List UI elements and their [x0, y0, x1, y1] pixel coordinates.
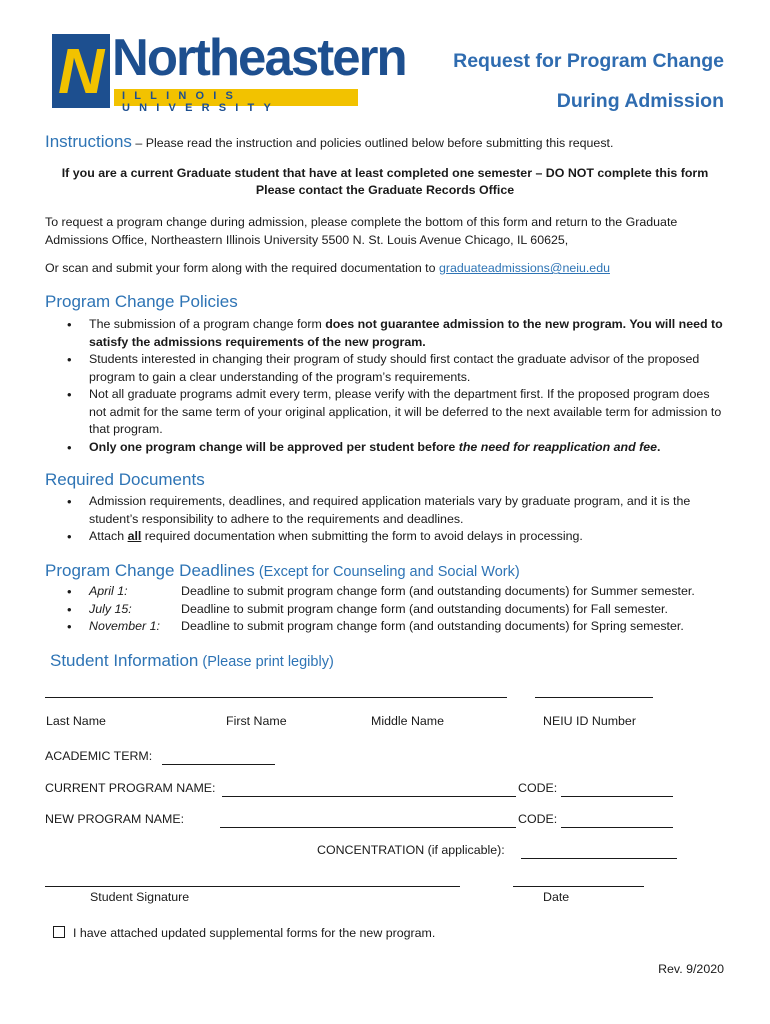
required-docs-list — [45, 493, 727, 546]
required-doc-item: • Admission requirements, deadlines, and required application materials vary by graduate program, and it is the student’s responsibility to adhere to the requirements and deadlines. — [45, 493, 727, 528]
required-doc-item: • Attach all required documentation when submitting the form to avoid delays in processing. — [45, 528, 727, 546]
logo-bar — [114, 89, 358, 114]
student-info-heading — [50, 651, 334, 671]
required-docs-heading: Required Documents — [45, 470, 205, 489]
warning-line-2: Please contact the Graduate Records Office — [255, 183, 515, 197]
new-program-label: NEW PROGRAM NAME: — [45, 812, 185, 826]
current-program-input-line[interactable] — [222, 796, 516, 797]
current-code-label: CODE: — [518, 781, 558, 795]
form-title-line2: During Admission — [556, 90, 724, 112]
policies-heading: Program Change Policies — [45, 292, 238, 311]
student-info-subtitle: (Please print legibly) — [198, 654, 334, 670]
new-program-input-line[interactable] — [220, 827, 516, 828]
submit-email-line — [45, 261, 735, 275]
date-input-line[interactable] — [513, 886, 644, 887]
academic-term-input-line[interactable] — [162, 764, 275, 765]
first-name-label: First Name — [226, 714, 287, 728]
deadlines-title: Program Change Deadlines — [45, 561, 255, 580]
deadlines-heading — [45, 561, 520, 581]
university-logo — [52, 29, 406, 114]
logo-mark: N — [52, 34, 110, 108]
date-label: Date — [543, 890, 570, 904]
concentration-label: CONCENTRATION (if applicable): — [317, 843, 505, 857]
form-title-line1: Request for Program Change — [453, 50, 724, 72]
signature-input-line[interactable] — [45, 886, 460, 887]
instructions-intro: – Please read the instruction and policies outlined below before submitting this request. — [135, 136, 614, 150]
supplemental-forms-label: I have attached updated supplemental forms for the new program. — [73, 926, 436, 940]
logo-subname: ILLINOIS UNIVERSITY — [122, 90, 281, 114]
deadline-item: • July 15: Deadline to submit program change form (and outstanding documents) for Fall semester. — [45, 601, 735, 619]
academic-term-label: ACADEMIC TERM: — [45, 749, 153, 763]
instructions-paragraph: To request a program change during admission, please complete the bottom of this form and return to the Graduate Admissions Office, Northeastern Illinois University 5500 N. St. Louis Avenue Chicago, IL 60625, — [45, 215, 678, 247]
policies-list — [45, 316, 727, 456]
policy-item: • Only one program change will be approved per student before the need for reapplication and fee. — [45, 439, 727, 457]
concentration-input-line[interactable] — [521, 858, 677, 859]
revision-label: Rev. 9/2020 — [658, 962, 724, 976]
neiu-id-input-line[interactable] — [535, 697, 653, 698]
instructions-line — [45, 132, 735, 152]
current-program-label: CURRENT PROGRAM NAME: — [45, 781, 216, 795]
middle-name-label: Middle Name — [371, 714, 444, 728]
submit-email-prefix: Or scan and submit your form along with the required documentation to — [45, 261, 439, 275]
deadlines-subtitle: (Except for Counseling and Social Work) — [254, 564, 520, 580]
name-input-line[interactable] — [45, 697, 507, 698]
policy-item: • The submission of a program change form does not guarantee admission to the new program. You will need to satisfy the admissions requirements of the new program. — [45, 316, 727, 351]
deadline-item: • April 1: Deadline to submit program change form (and outstanding documents) for Summer semester. — [45, 583, 735, 601]
deadlines-list — [45, 583, 735, 636]
supplemental-forms-checkbox-row[interactable] — [53, 926, 435, 940]
supplemental-forms-checkbox[interactable] — [53, 926, 65, 938]
signature-label: Student Signature — [90, 890, 190, 904]
logo-wordmark: Northeastern — [112, 29, 406, 87]
last-name-label: Last Name — [46, 714, 106, 728]
instructions-heading: Instructions — [45, 132, 132, 151]
new-code-label: CODE: — [518, 812, 558, 826]
deadline-item: • November 1: Deadline to submit program change form (and outstanding documents) for Spring semester. — [45, 618, 735, 636]
new-code-input-line[interactable] — [561, 827, 673, 828]
student-info-title: Student Information — [50, 651, 199, 670]
current-code-input-line[interactable] — [561, 796, 673, 797]
admissions-email-link[interactable]: graduateadmissions@neiu.edu — [438, 261, 610, 275]
neiu-id-label: NEIU ID Number — [543, 714, 636, 728]
warning-line-1: If you are a current Graduate student that have at least completed one semester – DO NOT complete this form — [61, 166, 709, 180]
policy-item: • Students interested in changing their program of study should first contact the graduate advisor of the proposed program to gain a clear understanding of the program’s requirements. — [45, 351, 727, 386]
policy-item: • Not all graduate programs admit every term, please verify with the department first. If the proposed program does not admit for the same term of your original application, it will be deferred to the next available term for admission to that program. — [45, 386, 727, 439]
